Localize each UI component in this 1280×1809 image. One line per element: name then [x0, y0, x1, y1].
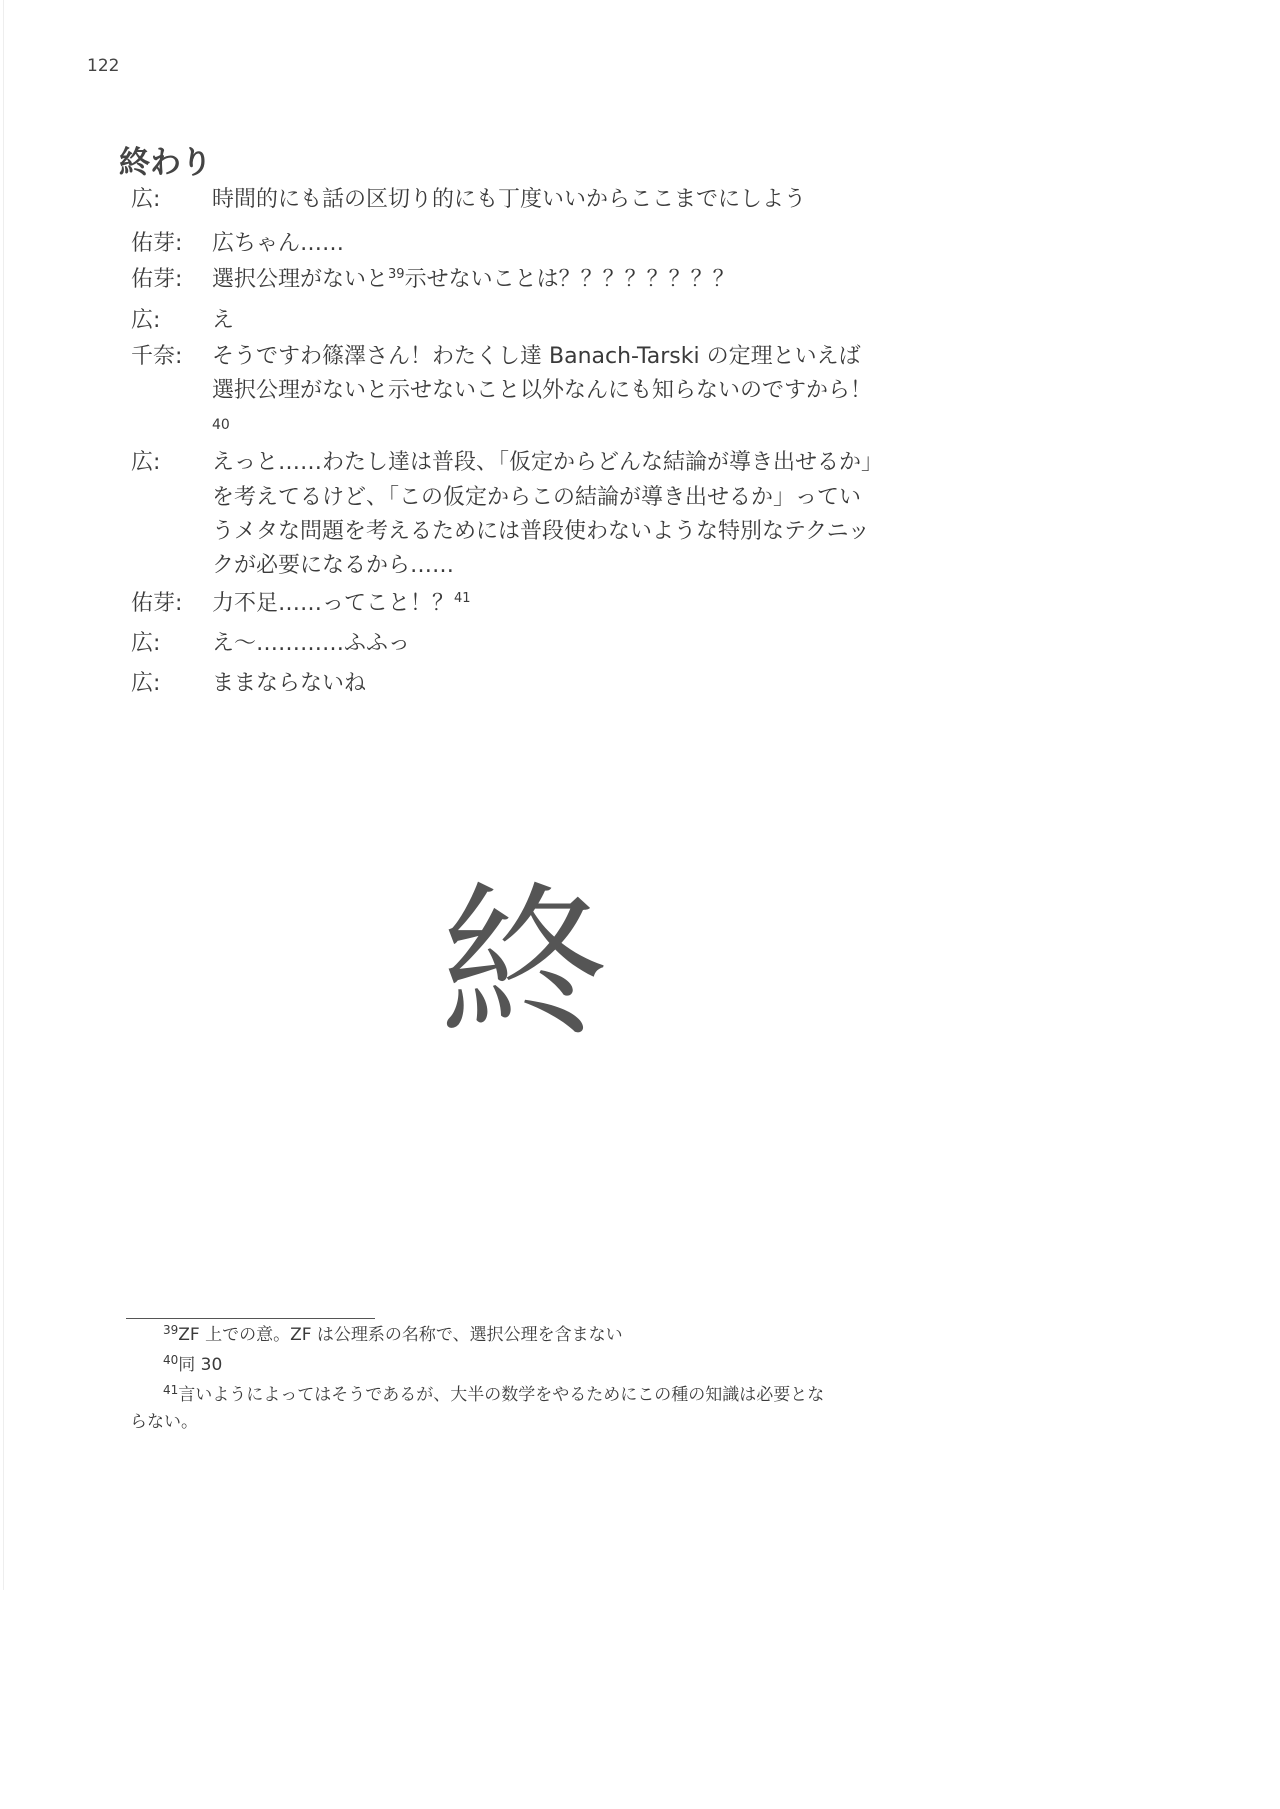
footnote-number: 40: [163, 1353, 179, 1367]
utterance-text: 力不足……ってこと！？: [212, 591, 455, 616]
utterance: 広ちゃん……: [212, 231, 345, 256]
page-number: 122: [87, 56, 120, 76]
footnote-number: 39: [163, 1323, 179, 1337]
speaker: 広:: [131, 450, 161, 475]
dialogue-line: [131, 344, 1231, 433]
utterance: [212, 268, 735, 292]
scan-edge: [3, 0, 4, 1590]
utterance: [212, 592, 471, 616]
footnote-continuation: らない。: [130, 1412, 198, 1432]
dialogue-line: [131, 450, 1231, 578]
utterance: 時間的にも話の区切り的にも丁度いいからここまでにしよう: [212, 187, 807, 212]
end-mark: 終: [440, 866, 608, 1062]
footnote-text: 同 30: [178, 1355, 223, 1375]
speaker: 佑芽:: [131, 591, 183, 616]
dialogue-line: [131, 672, 1231, 696]
footnote-text: 言いようによってはそうであるが、大半の数学をやるためにこの種の知識は必要とな: [178, 1385, 825, 1405]
dialogue-line: [131, 188, 1231, 212]
utterance: うメタな問題を考えるためには普段使わないような特別なテクニッ: [212, 519, 870, 544]
speaker: 広:: [131, 671, 161, 696]
speaker: 佑芽:: [131, 267, 183, 292]
speaker: 佑芽:: [131, 231, 183, 256]
section-heading: 終わり: [119, 145, 212, 181]
utterance: クが必要になるから……: [212, 553, 455, 578]
footnote-number: 41: [163, 1383, 179, 1397]
utterance-text: 示せないことは？？？？？？？？: [404, 267, 735, 292]
utterance: を考えてるけど、「この仮定からこの結論が導き出せるか」ってい: [212, 485, 862, 510]
footnote-text: ZF 上での意。ZF は公理系の名称で、選択公理を含まない: [178, 1325, 623, 1345]
footnote-ref[interactable]: 40: [212, 417, 230, 433]
utterance: え〜…………ふふっ: [212, 631, 411, 656]
utterance-text: 選択公理がないと: [212, 267, 389, 292]
utterance: そうですわ篠澤さん！わたくし達 Banach-Tarski の定理といえば: [212, 344, 861, 369]
dialogue-line: [131, 232, 1231, 256]
dialogue-line: [131, 592, 1231, 616]
utterance: えっと……わたし達は普段、「仮定からどんな結論が導き出せるか」: [212, 450, 884, 475]
footnote-ref[interactable]: 41: [454, 591, 471, 606]
speaker: 千奈:: [131, 344, 183, 369]
dialogue-line: [131, 632, 1231, 656]
footnote-ref[interactable]: 39: [388, 267, 405, 282]
footnote: [163, 1355, 1263, 1375]
dialogue-line: [131, 268, 1231, 292]
utterance: え: [212, 308, 235, 333]
footnote-divider: [126, 1318, 375, 1319]
speaker: 広:: [131, 187, 161, 212]
footnote: [163, 1385, 1263, 1405]
utterance: ままならないね: [212, 671, 367, 696]
utterance: 選択公理がないと示せないこと以外なんにも知らないのですから！: [212, 378, 873, 403]
speaker: 広:: [131, 308, 161, 333]
dialogue-line: [131, 309, 1231, 333]
speaker: 広:: [131, 631, 161, 656]
footnote: [163, 1325, 1263, 1345]
